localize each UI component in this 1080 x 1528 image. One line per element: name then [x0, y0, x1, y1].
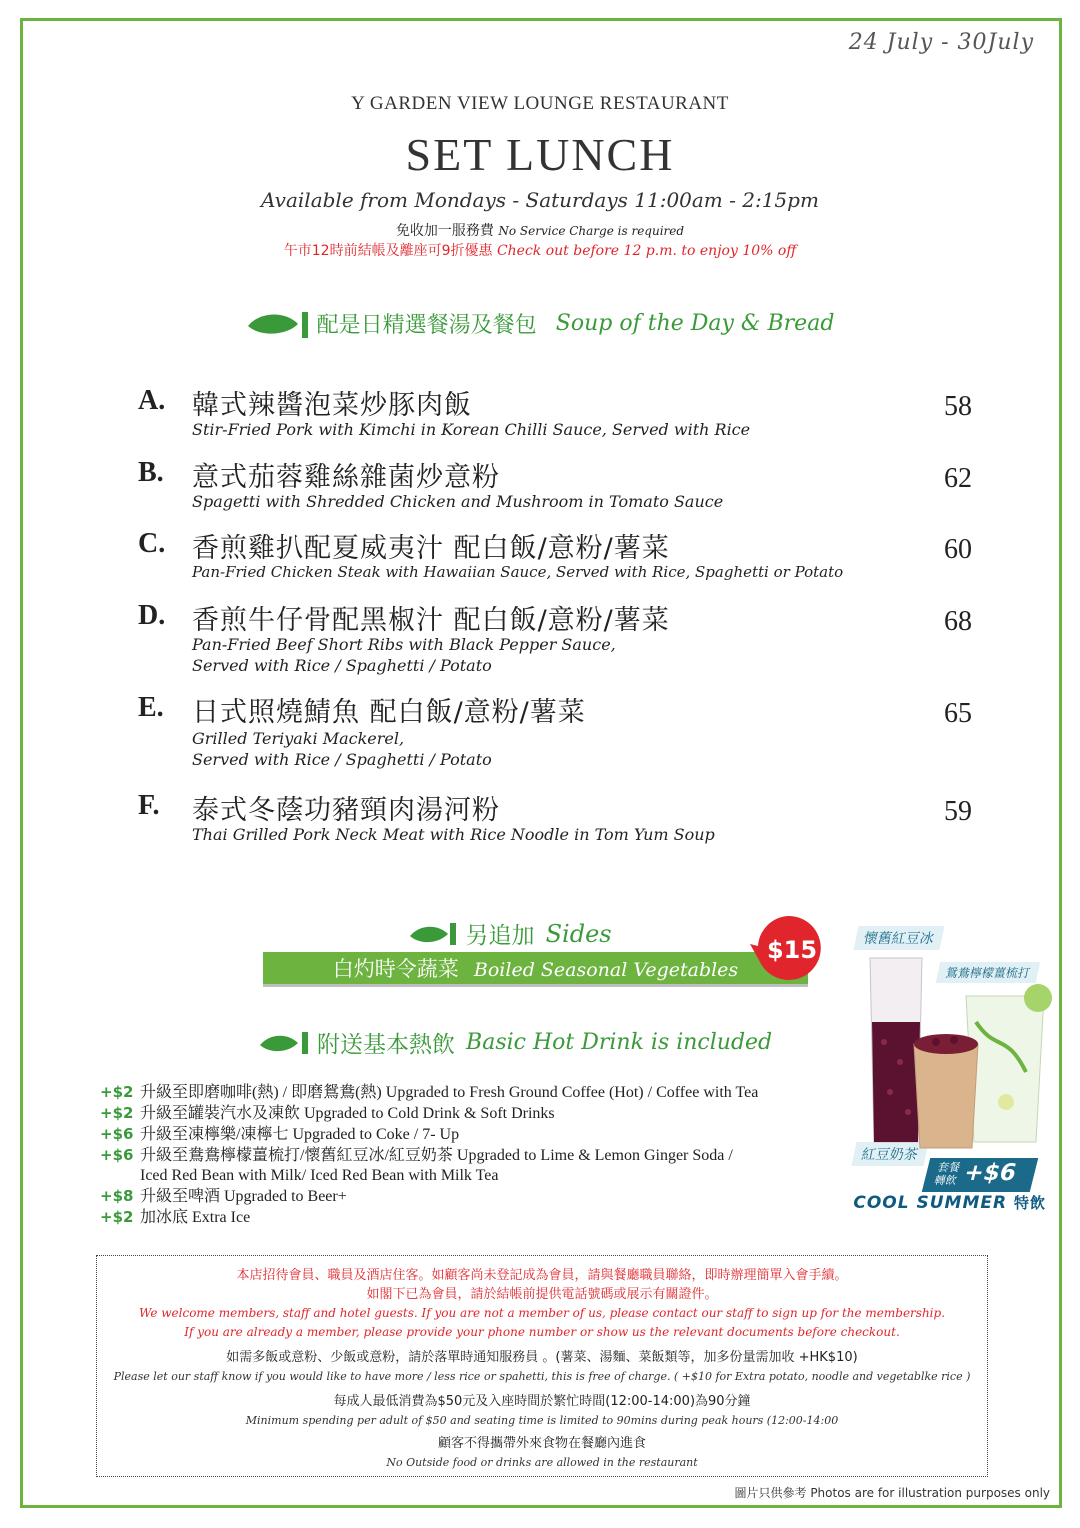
- sides-price-badge: [750, 912, 824, 982]
- upgrade-text: 升級至鴦鴦檸檬薑梳打/懷舊紅豆冰/紅豆奶茶 Upgraded to Lime & Lemon Ginger Soda /: [140, 1147, 733, 1164]
- item-price: 60: [944, 534, 972, 565]
- drinks-illustration: [856, 952, 1052, 1152]
- item-name-zh: 韓式辣醬泡菜炒豚肉飯: [192, 390, 472, 421]
- leaf-icon: [408, 921, 460, 947]
- date-range: 24 July - 30July: [848, 30, 1034, 55]
- upgrade-text: 升級至即磨咖啡(熱) / 即磨鴛鴦(熱) Upgraded to Fresh Ground Coffee (Hot) / Coffee with Tea: [140, 1084, 759, 1101]
- item-letter: D.: [138, 600, 166, 631]
- upgrade-text: 加冰底 Extra Ice: [140, 1209, 251, 1226]
- sides-item-en: Boiled Seasonal Vegetables: [473, 959, 739, 981]
- item-name-zh: 香煎牛仔骨配黑椒汁 配白飯/意粉/薯菜: [192, 605, 670, 636]
- restaurant-name: Y GARDEN VIEW LOUNGE RESTAURANT: [351, 93, 729, 114]
- upgrade-text: 升級至罐裝汽水及凍飲 Upgraded to Cold Drink & Soft Drinks: [140, 1105, 555, 1122]
- upgrade-price: +$6: [100, 1146, 134, 1164]
- leaf-icon: [246, 309, 312, 339]
- notice-outside-food-en: No Outside food or drinks are allowed in the restaurant: [386, 1456, 698, 1469]
- item-price: 65: [944, 698, 972, 729]
- item-name-zh: 日式照燒鯖魚 配白飯/意粉/薯菜: [192, 697, 586, 728]
- item-name-en: [192, 491, 723, 512]
- upgrade-row: [100, 1082, 860, 1103]
- illustration-footnote: 圖片只供參考 Photos are for illustration purposes only: [734, 1486, 1050, 1500]
- discount-zh: 午市12時前結帳及離座可9折優惠: [283, 243, 493, 259]
- promo-tag-lemon-soda: 鴛鴦檸檬薑梳打: [936, 962, 1040, 983]
- item-letter: E.: [138, 692, 164, 723]
- item-desc-line: Served with Rice / Spaghetti / Potato: [192, 750, 492, 769]
- upgrade-price: +$2: [100, 1208, 134, 1226]
- notice-portion-zh: 如需多飯或意粉、少飯或意粉，請於落單時通知服務員 。(薯菜、湯麵、菜飯類等，加多份量需加收 +HK$10): [226, 1350, 858, 1365]
- promo-tag-red-bean-ice: 懷舊紅豆冰: [853, 926, 944, 950]
- item-price: 58: [944, 391, 972, 422]
- item-name-en: [192, 824, 715, 845]
- upgrade-price: +$8: [100, 1187, 134, 1205]
- combo-price: +$6: [961, 1160, 1020, 1186]
- upgrade-price: +$2: [100, 1083, 134, 1101]
- sides-item-bar: [263, 952, 808, 987]
- notice-member-checkout-en: If you are already a member, please provide your phone number or show us the relevant documents before checkout.: [184, 1325, 900, 1339]
- item-name-zh: 泰式冬蔭功豬頸肉湯河粉: [192, 795, 500, 826]
- item-name-en: [192, 634, 616, 676]
- soup-section-en: Soup of the Day & Bread: [555, 311, 835, 336]
- item-letter: F.: [138, 790, 160, 821]
- service-charge-zh: 免收加一服務費: [395, 223, 494, 239]
- notice-minimum-en: Minimum spending per adult of $50 and seating time is limited to 90mins during peak hours (12:00-14:00: [245, 1414, 839, 1427]
- upgrade-price: +$6: [100, 1125, 134, 1143]
- drinks-section-en: Basic Hot Drink is included: [466, 1030, 773, 1055]
- service-charge-note: [0, 220, 1080, 240]
- drinks-section-zh: 附送基本熱飲: [316, 1032, 455, 1058]
- notice-membership-zh: 本店招待會員、職員及酒店住客。如顧客尚未登記成為會員，請與餐廳職員聯絡，即時辦理簡單入會手續。: [236, 1268, 848, 1283]
- notice-membership-en: We welcome members, staff and hotel guests. If you are not a member of us, please contact our staff to sign up for the membership.: [138, 1306, 946, 1320]
- drink-promo-panel: [846, 918, 1052, 1218]
- upgrade-list: [100, 1082, 860, 1228]
- item-desc-line: Pan-Fried Chicken Steak with Hawaiian Sauce, Served with Rice, Spaghetti or Potato: [192, 563, 844, 581]
- upgrade-row: [100, 1145, 860, 1166]
- cool-summer-zh: 特飲: [1013, 1194, 1046, 1212]
- upgrade-text: 升級至凍檸樂/凍檸七 Upgraded to Coke / 7- Up: [140, 1126, 460, 1143]
- sides-zh: 另追加: [465, 923, 535, 949]
- cool-summer-label: [846, 1192, 1046, 1213]
- notice-box: [96, 1255, 988, 1477]
- availability: Available from Mondays - Saturdays 11:00am - 2:15pm: [261, 188, 819, 212]
- soup-section-zh: 配是日精選餐湯及餐包: [316, 313, 537, 338]
- discount-note: [0, 240, 1080, 260]
- combo-label: 套餐轉飲: [933, 1161, 962, 1187]
- upgrade-row-continued: Iced Red Bean with Milk/ Iced Red Bean with Milk Tea: [140, 1167, 499, 1184]
- item-desc-line: Stir-Fried Pork with Kimchi in Korean Chilli Sauce, Served with Rice: [192, 420, 751, 439]
- item-desc-line: Spagetti with Shredded Chicken and Mushroom in Tomato Sauce: [192, 492, 724, 511]
- notice-member-checkout-zh: 如閣下已為會員，請於結帳前提供電話號碼或展示有關證件。: [366, 1287, 718, 1302]
- promo-tag-red-bean-milk-tea: 紅豆奶茶: [851, 1142, 928, 1166]
- notice-portion-en: Please let our staff know if you would like to have more / less rice or spahetti, this is free of charge. ( +$10 for Extra potato, noodle and vegetablke rice ): [113, 1370, 971, 1383]
- item-price: 59: [944, 796, 972, 827]
- upgrade-row: [100, 1207, 860, 1228]
- notice-outside-food-zh: 顧客不得攜帶外來食物在餐廳內進食: [437, 1436, 646, 1451]
- item-price: 62: [944, 463, 972, 494]
- upgrade-row: [100, 1186, 860, 1207]
- discount-en: Check out before 12 p.m. to enjoy 10% off: [496, 243, 797, 259]
- combo-upgrade-badge: [922, 1158, 1038, 1192]
- cool-summer-en: COOL SUMMER: [853, 1193, 1008, 1213]
- sides-en: Sides: [545, 919, 612, 948]
- upgrade-text: 升級至啤酒 Upgraded to Beer+: [140, 1188, 347, 1205]
- item-letter: A.: [138, 385, 166, 416]
- upgrade-price: +$2: [100, 1104, 134, 1122]
- item-name-zh: 意式茄蓉雞絲雜菌炒意粉: [192, 462, 500, 493]
- item-letter: B.: [138, 457, 164, 488]
- notice-minimum-zh: 每成人最低消費為$50元及入座時間於繁忙時間(12:00-14:00)為90分鐘: [333, 1394, 751, 1409]
- service-charge-en: No Service Charge is required: [498, 224, 685, 238]
- sides-price: $15: [766, 936, 818, 964]
- leaf-icon: [258, 1030, 312, 1056]
- item-name-en: [192, 419, 750, 440]
- item-desc-line: Served with Rice / Spaghetti / Potato: [192, 656, 492, 675]
- soup-section-header: [0, 308, 1080, 339]
- item-letter: C.: [138, 528, 166, 559]
- item-name-en: [192, 728, 492, 770]
- item-desc-line: Thai Grilled Pork Neck Meat with Rice Noodle in Tom Yum Soup: [192, 825, 715, 844]
- item-price: 68: [944, 606, 972, 637]
- page-title: SET LUNCH: [405, 129, 675, 180]
- upgrade-row: [100, 1103, 860, 1124]
- item-name-zh: 香煎雞扒配夏威夷汁 配白飯/意粉/薯菜: [192, 533, 670, 564]
- item-desc-line: Pan-Fried Beef Short Ribs with Black Pepper Sauce,: [192, 635, 616, 654]
- item-desc-line: Grilled Teriyaki Mackerel,: [192, 729, 405, 748]
- item-name-en: [192, 562, 843, 583]
- sides-item-zh: 白灼時令蔬菜: [332, 957, 459, 981]
- upgrade-row: [100, 1124, 860, 1145]
